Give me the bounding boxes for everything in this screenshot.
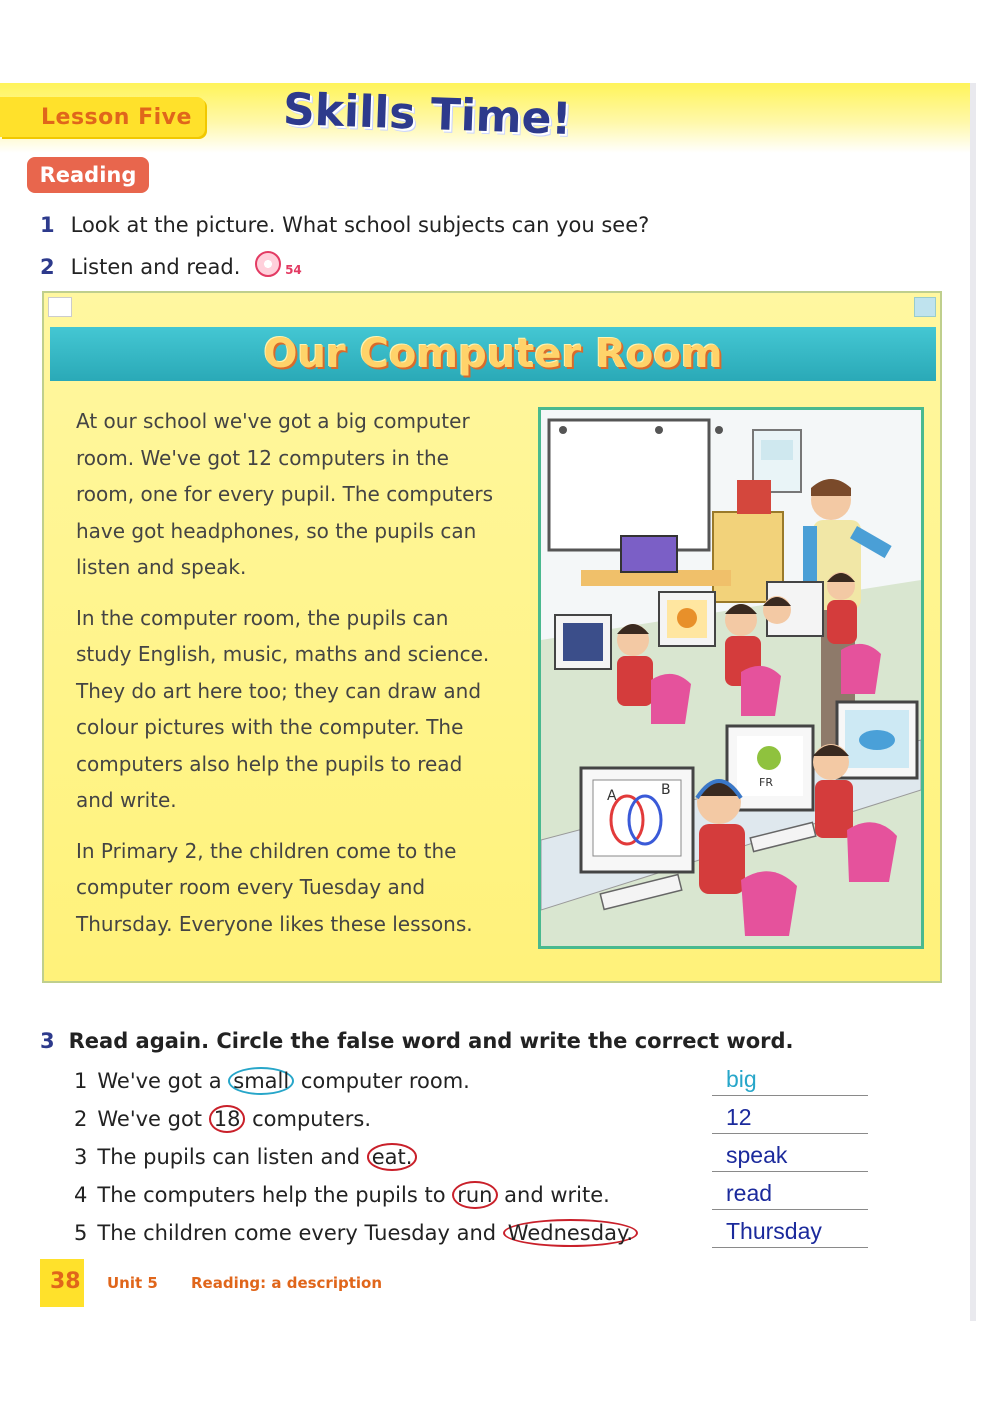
audio-track-number: 54 (285, 263, 302, 277)
exercise-item (74, 1145, 417, 1169)
textbook-page (0, 83, 976, 1321)
audio-cd-icon[interactable] (255, 251, 281, 277)
circled-false-word[interactable]: small (228, 1067, 294, 1095)
instruction-number: 3 (40, 1029, 55, 1053)
story-panel (42, 291, 942, 983)
item-number: 1 (74, 1069, 88, 1093)
story-paragraph: At our school we've got a big computer room. We've got 12 computers in the room, one for every pupil. The computers have got headphones, so the pupils can listen and speak. (76, 409, 494, 579)
circled-false-word[interactable]: eat. (367, 1143, 418, 1171)
instruction-text: Look at the picture. What school subjects can you see? (70, 213, 650, 237)
footer-unit: Unit 5 (107, 1274, 158, 1292)
item-text: We've got (97, 1107, 209, 1131)
instruction-text: Listen and read. (70, 255, 241, 279)
story-paragraph: In the computer room, the pupils can study English, music, maths and science. They do art here too; they can draw and colour pictures with the computer. The computers also help the pupils to read and write. (76, 605, 490, 812)
item-text: The computers help the pupils to (97, 1183, 453, 1207)
exercise-3-instruction (40, 1029, 794, 1053)
circled-false-word[interactable]: 18 (209, 1105, 246, 1133)
page-number: 38 (50, 1269, 81, 1294)
window-close-icon (914, 297, 936, 317)
item-number: 5 (74, 1221, 88, 1245)
item-text: The children come every Tuesday and (97, 1221, 503, 1245)
story-paragraph: In Primary 2, the children come to the computer room every Tuesday and Thursday. Everyone likes these lessons. (76, 838, 473, 936)
instruction-number: 1 (40, 213, 55, 237)
window-square-icon (48, 297, 72, 317)
exercise-item (74, 1183, 610, 1207)
answer-field[interactable] (712, 1213, 868, 1248)
answer-field[interactable] (712, 1099, 868, 1134)
circled-false-word[interactable]: Wednesday. (503, 1219, 638, 1247)
section-badge: Reading (27, 157, 149, 193)
handwritten-answer: 12 (726, 1104, 752, 1130)
item-text: computers. (245, 1107, 372, 1131)
item-text: and write. (497, 1183, 610, 1207)
lesson-label: Lesson Five (41, 105, 192, 130)
answer-field[interactable] (712, 1175, 868, 1210)
story-title: Our Computer Room (263, 331, 723, 377)
circled-false-word[interactable]: run (452, 1181, 497, 1209)
answer-field[interactable] (712, 1061, 868, 1096)
instruction-2 (40, 251, 302, 279)
instruction-1 (40, 213, 649, 237)
exercise-item (74, 1221, 638, 1245)
item-text: The pupils can listen and (97, 1145, 367, 1169)
item-text: computer room. (294, 1069, 470, 1093)
handwritten-answer: Thursday (726, 1218, 822, 1244)
screen-label: FR (759, 776, 773, 789)
venn-label-b: B (661, 782, 671, 798)
exercise-item (74, 1107, 371, 1131)
story-text (76, 403, 506, 956)
handwritten-answer: big (726, 1066, 757, 1092)
instruction-number: 2 (40, 255, 55, 279)
exercise-item (74, 1069, 470, 1093)
item-number: 2 (74, 1107, 88, 1131)
instruction-text: Read again. Circle the false word and write the correct word. (68, 1029, 794, 1053)
classroom-drawing (541, 410, 921, 946)
story-title-bar (50, 327, 936, 381)
handwritten-answer: speak (726, 1142, 788, 1168)
item-number: 4 (74, 1183, 88, 1207)
item-number: 3 (74, 1145, 88, 1169)
computer-room-illustration (538, 407, 924, 949)
footer-topic: Reading: a description (191, 1274, 383, 1292)
handwritten-answer: read (726, 1180, 773, 1206)
answer-field[interactable] (712, 1137, 868, 1172)
page-title: Skills Time! (282, 83, 573, 146)
item-text: We've got a (97, 1069, 229, 1093)
venn-label-a: A (607, 788, 617, 804)
